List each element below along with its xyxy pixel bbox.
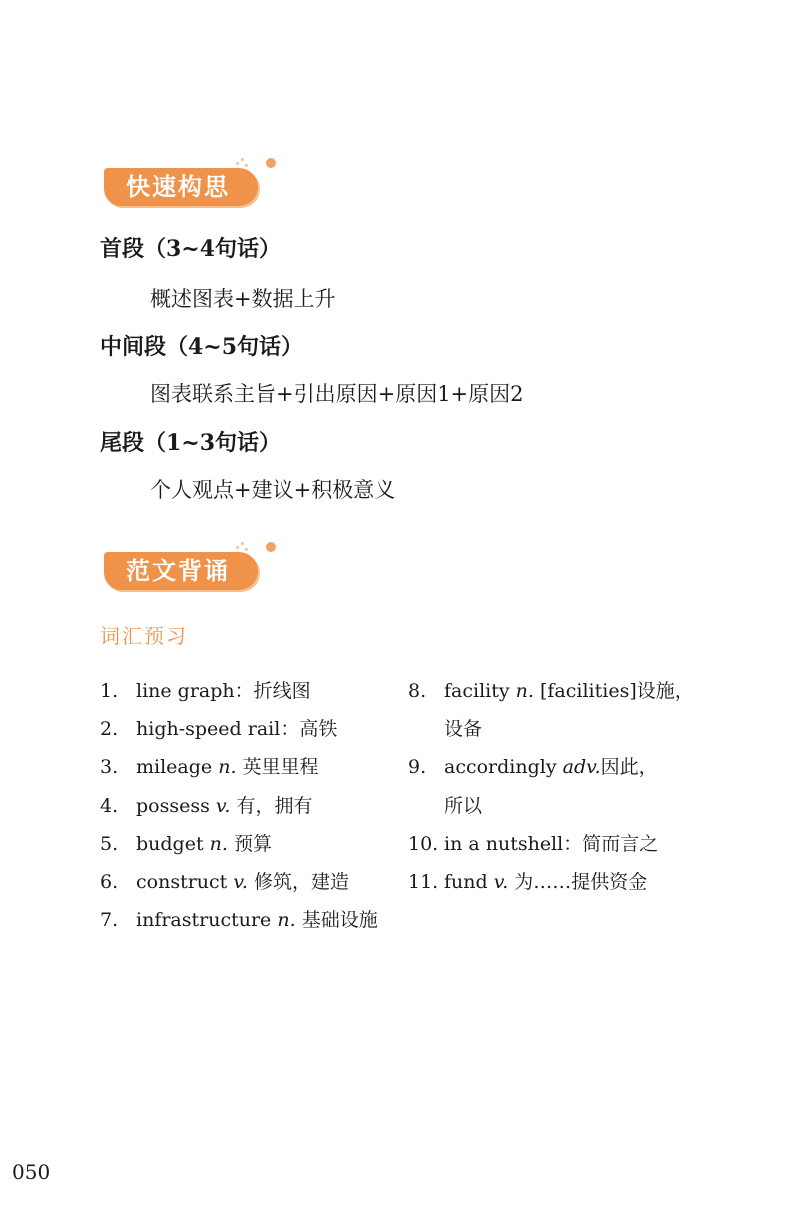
- outline-heading-middle: 中间段（4~5句话）: [100, 334, 304, 360]
- section-tag-quick-outline: [104, 168, 258, 206]
- vocab-item: 2. high-speed rail：高铁: [100, 718, 338, 740]
- vocab-item: 11. fund v. 为……提供资金: [408, 871, 648, 893]
- vocab-item: 10. in a nutshell：简而言之: [408, 833, 659, 855]
- vocab-item-continuation: 设备: [444, 718, 483, 740]
- outline-heading-last: 尾段（1~3句话）: [100, 430, 282, 456]
- vocab-item: 7. infrastructure n. 基础设施: [100, 909, 378, 931]
- vocab-item-continuation: 所以: [444, 795, 483, 817]
- section-tag-label: 范文背诵: [126, 556, 230, 585]
- section-tag-label: 快速构思: [126, 172, 230, 201]
- vocab-item: 4. possess v. 有，拥有: [100, 795, 313, 817]
- vocab-item: 3. mileage n. 英里里程: [100, 756, 319, 778]
- vocab-item: 8. facility n. [facilities]设施，: [408, 680, 694, 702]
- vocab-item: 6. construct v. 修筑，建造: [100, 871, 349, 893]
- decorative-dots-icon: [236, 540, 250, 554]
- outline-content-first: 概述图表+数据上升: [150, 287, 336, 311]
- outline-content-last: 个人观点+建议+积极意义: [150, 478, 396, 502]
- vocab-subheading: 词汇预习: [100, 624, 188, 648]
- outline-heading-first: 首段（3~4句话）: [100, 236, 282, 262]
- vocab-item: 9. accordingly adv.因此，: [408, 756, 658, 778]
- outline-content-middle: 图表联系主旨+引出原因+原因1+原因2: [150, 382, 524, 406]
- vocab-item: 5. budget n. 预算: [100, 833, 272, 855]
- section-tag-model-essay: [104, 552, 258, 590]
- decorative-dots-icon: [236, 156, 250, 170]
- page-number: 050: [12, 1160, 51, 1184]
- vocab-item: 1. line graph：折线图: [100, 680, 311, 702]
